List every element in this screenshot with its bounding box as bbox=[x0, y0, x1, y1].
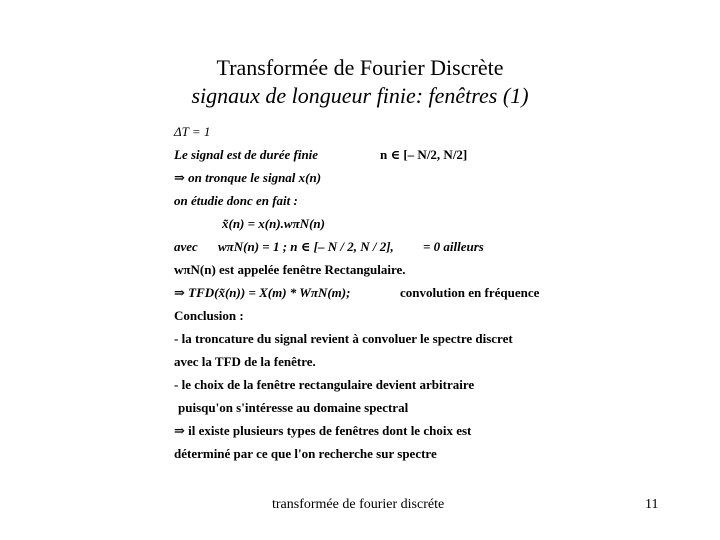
window-definition: wπN(n) = 1 ; n ∈ [– N / 2, N / 2], bbox=[218, 239, 394, 254]
conclusion-line: - le choix de la fenêtre rectangulaire devient arbitraire bbox=[174, 377, 475, 392]
conclusion-line: ⇒ il existe plusieurs types de fenêtres dont le choix est bbox=[174, 423, 472, 438]
conclusion-line: avec la TFD de la fenêtre. bbox=[174, 354, 316, 369]
body-line bbox=[174, 235, 634, 258]
slide-body bbox=[174, 120, 634, 465]
conclusion-line: - la troncature du signal revient à convoluer le spectre discret bbox=[174, 331, 513, 346]
finite-signal-text: Le signal est de durée finie bbox=[174, 147, 319, 162]
convolution-text: convolution en fréquence bbox=[400, 285, 540, 300]
body-line bbox=[174, 120, 634, 143]
slide-subtitle: signaux de longueur finie: fenêtres (1) bbox=[191, 83, 529, 108]
conclusion-heading: Conclusion : bbox=[174, 308, 244, 323]
page-number: 11 bbox=[645, 497, 659, 512]
window-elsewhere: = 0 ailleurs bbox=[423, 239, 484, 254]
study-text: on étudie donc en fait : bbox=[174, 193, 298, 208]
windowed-signal-equation: x̃(n) = x(n).wπN(n) bbox=[222, 216, 325, 231]
rectangular-window-text: wπN(n) est appelée fenêtre Rectangulaire. bbox=[174, 262, 406, 277]
n-interval: n ∈ [– N/2, N/2] bbox=[380, 147, 468, 162]
avec-label: avec bbox=[174, 239, 198, 254]
conclusion-line: déterminé par ce que l'on recherche sur spectre bbox=[174, 446, 437, 461]
body-line bbox=[174, 350, 634, 373]
body-line bbox=[174, 419, 634, 442]
body-line bbox=[174, 281, 634, 304]
body-line bbox=[174, 212, 634, 235]
body-line bbox=[174, 189, 634, 212]
body-line bbox=[174, 327, 634, 350]
body-line bbox=[174, 166, 634, 189]
slide-title: Transformée de Fourier Discrète bbox=[216, 55, 504, 80]
body-line bbox=[174, 442, 634, 465]
truncate-signal-text: ⇒ on tronque le signal x(n) bbox=[174, 170, 322, 185]
delta-t-equation: ΔT = 1 bbox=[174, 124, 211, 139]
body-line bbox=[174, 258, 634, 281]
body-line bbox=[174, 373, 634, 396]
footer-text: transformée de fourier discréte bbox=[272, 497, 445, 512]
body-line bbox=[174, 304, 634, 327]
tfd-equation: ⇒ TFD(x̃(n)) = X(m) * WπN(m); bbox=[174, 285, 351, 300]
conclusion-line: puisqu'on s'intéresse au domaine spectral bbox=[178, 400, 409, 415]
body-line bbox=[174, 396, 634, 419]
body-line bbox=[174, 143, 634, 166]
